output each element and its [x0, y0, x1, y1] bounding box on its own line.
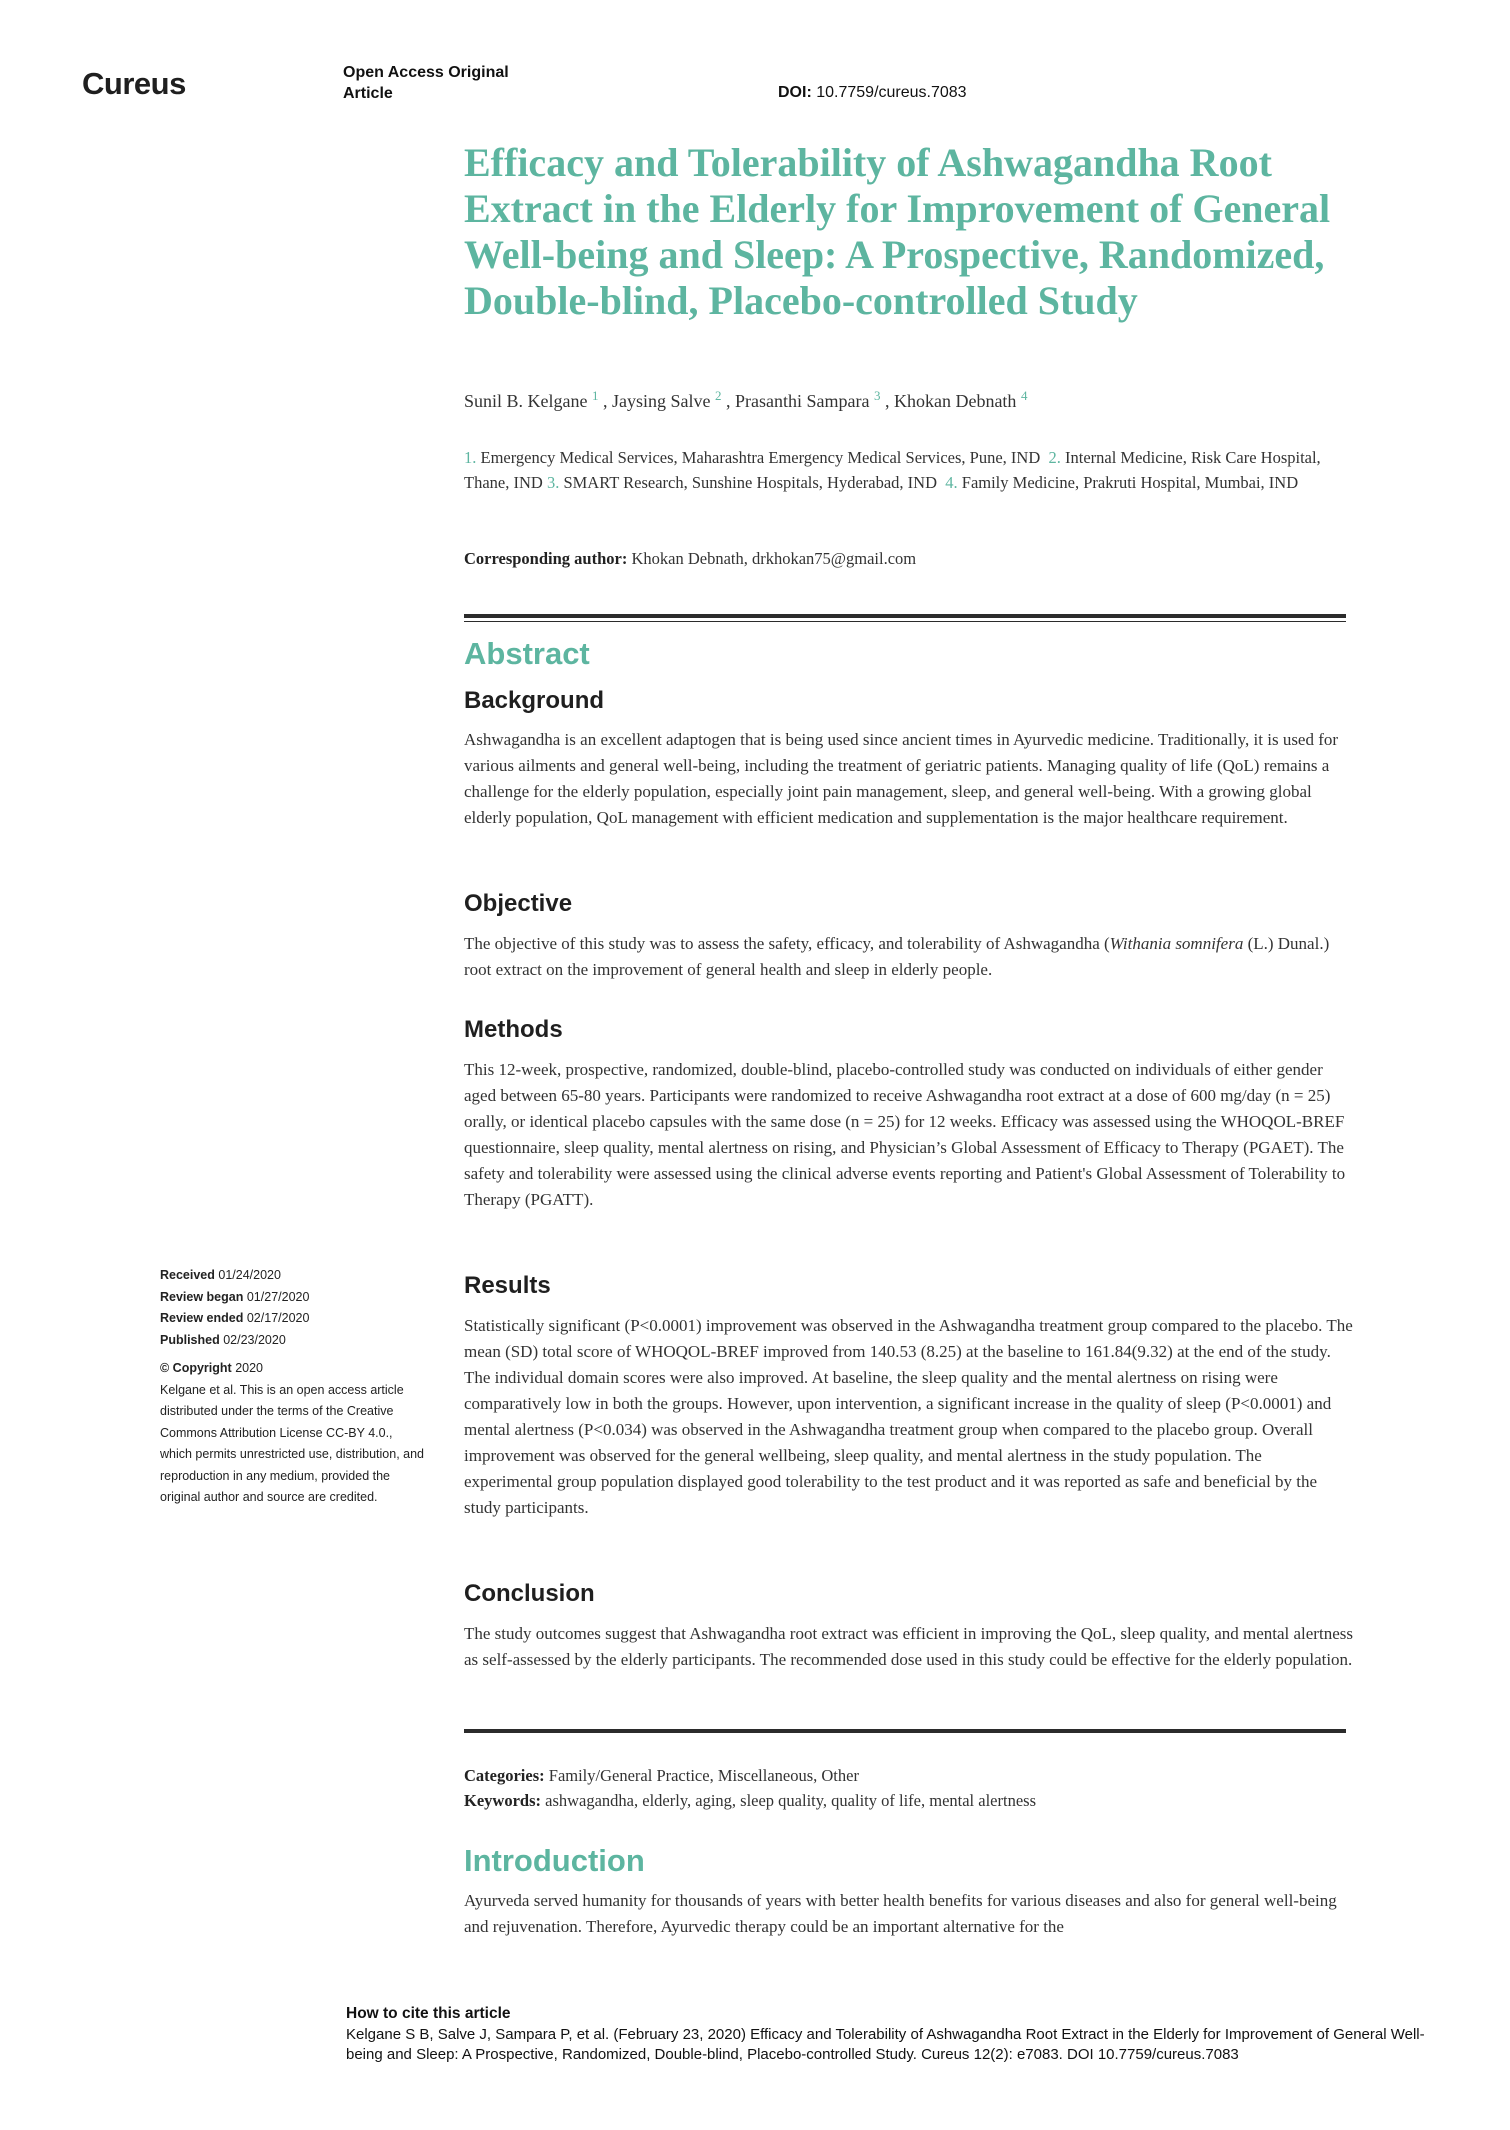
- conclusion-heading: Conclusion: [464, 1580, 595, 1607]
- review-began-value: 01/27/2020: [246, 1289, 310, 1304]
- divider: [464, 1729, 1346, 1733]
- author-affiliation-mark: 1: [592, 388, 599, 403]
- copyright-year: 2020: [235, 1361, 264, 1375]
- affiliation-text: Internal Medicine, Risk Care Hospital, Thane, IND: [464, 448, 1321, 492]
- objective-text-part: The objective of this study was to assess the safety, efficacy, and tolerability of Ashwagandha (: [464, 934, 1110, 953]
- methods-heading: Methods: [464, 1016, 563, 1043]
- review-began-date: [160, 1287, 425, 1309]
- results-heading: Results: [464, 1272, 551, 1299]
- copyright: [160, 1358, 425, 1380]
- author-affiliation-mark: 2: [715, 388, 722, 403]
- review-ended-date: [160, 1308, 425, 1330]
- affiliation-number: 4.: [945, 473, 958, 492]
- background-heading: Background: [464, 687, 605, 714]
- article-type: [343, 62, 543, 104]
- citation-block: [346, 2004, 1446, 2066]
- published-date: [160, 1330, 425, 1352]
- doi-link[interactable]: 10.7759/cureus.7083: [816, 84, 967, 101]
- corresponding-author-value[interactable]: Khokan Debnath, drkhokan75@gmail.com: [631, 549, 917, 568]
- received-label: Received: [160, 1268, 215, 1282]
- conclusion-text: The study outcomes suggest that Ashwagandha root extract was efficient in improving the QoL, sleep quality, and mental alertness as self-assessed by the elderly participants. The recommended dose used in this study could be effective for the elderly population.: [464, 1624, 1353, 1669]
- author-list: Sunil B. Kelgane $^1$ , Jaysing Salve $^2$ , Prasanthi Sampara $^3$ , Khokan Debnath $^4$: [464, 388, 1028, 411]
- author-affiliation-mark: 4: [1020, 388, 1028, 403]
- affiliation-text: Family Medicine, Prakruti Hospital, Mumbai, IND: [961, 473, 1299, 492]
- doi: [778, 84, 967, 102]
- affiliation-number: 3.: [546, 473, 560, 492]
- doi-label: DOI:: [778, 84, 812, 101]
- author-affiliation-mark: 3: [873, 388, 881, 403]
- review-ended-label: Review ended: [160, 1311, 244, 1325]
- author-name[interactable]: Prasanthi Sampara: [735, 391, 870, 411]
- background-text: Ashwagandha is an excellent adaptogen that is being used since ancient times in Ayurvedic medicine. Traditionally, it is used for various ailments and general well-being, including the treatment of geriatric patients. Managing quality of life (QoL) remains a challenge for the elderly population, especially joint pain management, sleep, and general well-being. With a growing global elderly population, QoL management with efficient medication and supplementation is the major healthcare requirement.: [464, 730, 1339, 827]
- license-text: Kelgane et al. This is an open access article distributed under the terms of the Creative Commons Attribution License CC-BY 4.0., which permits unrestricted use, distribution, and reproduction in any medium, provided the original author and source are credited.: [160, 1382, 425, 1504]
- affiliation-text: Emergency Medical Services, Maharashtra Emergency Medical Services, Pune, IND: [480, 448, 1041, 467]
- article-type-line1: Open Access Original: [343, 64, 509, 81]
- corresponding-author-label: Corresponding author:: [464, 549, 628, 568]
- author-name[interactable]: Khokan Debnath: [893, 391, 1017, 411]
- objective-text-part: (L.) Dunal.) root extract on the improvement of general health and sleep in elderly people.: [464, 934, 1330, 979]
- corresponding-author: [464, 549, 1364, 569]
- article-type-line2: Article: [343, 85, 393, 102]
- journal-logo: Cureus: [82, 66, 186, 101]
- divider: [464, 621, 1346, 622]
- article-sidebar: [160, 1265, 425, 1509]
- published-value: 02/23/2020: [223, 1332, 286, 1347]
- published-label: Published: [160, 1332, 220, 1347]
- citation-heading: How to cite this article: [346, 2005, 511, 2022]
- affiliations: [464, 445, 1354, 495]
- categories-label: Categories:: [464, 1766, 545, 1785]
- methods-text: This 12-week, prospective, randomized, double-blind, placebo-controlled study was conducted on individuals of either gender aged between 65-80 years. Participants were randomized to receive Ashwagandha root extract at a dose of 600 mg/day (n = 25) orally, or identical placebo capsules with the same dose (n = 25) for 12 weeks. Efficacy was assessed using the WHOQOL-BREF questionnaire, sleep quality, mental alertness on rising, and Physician’s Global Assessment of Efficacy to Therapy (PGAET). The safety and tolerability were assessed using the clinical adverse events reporting and Patient's Global Assessment of Tolerability to Therapy (PGATT).: [464, 1060, 1346, 1209]
- divider: [464, 614, 1346, 618]
- keywords: [464, 1788, 1354, 1813]
- categories: [464, 1763, 1354, 1788]
- species-name: Withania somnifera: [1109, 934, 1244, 953]
- results-text: Statistically significant (P<0.0001) improvement was observed in the Ashwagandha treatment group compared to the placebo. The mean (SD) total score of WHOQOL-BREF improved from 140.53 (8.25) at the baseline to 161.84(9.32) at the end of the study. The individual domain scores were also improved. At baseline, the sleep quality and the mental alertness on rising were comparatively low in both the groups. However, upon intervention, a significant increase in the quality of sleep (P<0.0001) and mental alertness (P<0.034) was observed in the Ashwagandha treatment group when compared to the placebo group. Overall improvement was observed for the general wellbeing, sleep quality, and mental alertness in the study population. The experimental group population displayed good tolerability to the test product and it was reported as safe and beneficial by the study participants.: [464, 1316, 1353, 1517]
- keywords-value[interactable]: ashwagandha, elderly, aging, sleep quality, quality of life, mental alertness: [545, 1791, 1036, 1810]
- received-value: 01/24/2020: [218, 1268, 281, 1282]
- introduction-heading: Introduction: [464, 1843, 645, 1878]
- review-began-label: Review began: [160, 1289, 244, 1304]
- categories-value[interactable]: Family/General Practice, Miscellaneous, Other: [548, 1766, 859, 1785]
- article-title: Efficacy and Tolerability of Ashwagandha Root Extract in the Elderly for Improvement of General Well-being and Sleep: A Prospective, Randomized, Double-blind, Placebo-controlled Study: [464, 140, 1331, 323]
- review-ended-value: 02/17/2020: [246, 1311, 310, 1325]
- keywords-label: Keywords:: [464, 1791, 541, 1810]
- introduction-text: Ayurveda served humanity for thousands of years with better health benefits for various diseases and also for general well-being and rejuvenation. Therefore, Ayurvedic therapy could be an important alternative for the: [464, 1891, 1337, 1936]
- author-name[interactable]: Jaysing Salve: [612, 391, 711, 411]
- affiliation-text: SMART Research, Sunshine Hospitals, Hyderabad, IND: [563, 473, 938, 492]
- affiliation-number: 2.: [1048, 448, 1061, 467]
- citation-text: Kelgane S B, Salve J, Sampara P, et al. (February 23, 2020) Efficacy and Tolerability of Ashwagandha Root Extract in the Elderly for Improvement of General Well-being and Sleep: A Prospective, Randomized, Double-blind, Placebo-controlled Study. Cureus 12(2): e7083. DOI 10.7759/cureus.7083: [346, 2025, 1425, 2063]
- objective-text: [464, 931, 1354, 983]
- abstract-heading: Abstract: [464, 636, 590, 671]
- objective-heading: Objective: [464, 890, 573, 917]
- affiliation-number: 1.: [464, 448, 477, 467]
- categories-keywords: [464, 1763, 1354, 1813]
- received-date: [160, 1265, 425, 1287]
- copyright-label: © Copyright: [160, 1361, 232, 1375]
- author-name[interactable]: Sunil B. Kelgane: [464, 391, 588, 411]
